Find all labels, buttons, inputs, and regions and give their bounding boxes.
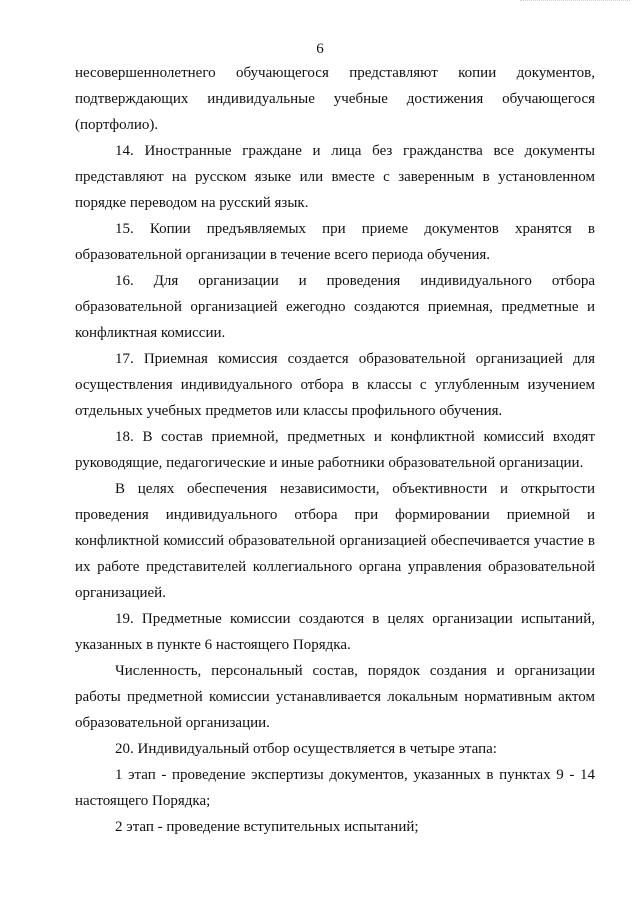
paragraph-19-composition: Численность, персональный состав, порядок создания и организации работы предметной комиссии устанавливается локальным нормативным актом образовательной организации. bbox=[75, 663, 595, 731]
document-body bbox=[75, 60, 595, 840]
scan-edge-mark bbox=[520, 0, 630, 5]
paragraph-14: 14. Иностранные граждане и лица без гражданства все документы представляют на русском языке или вместе с заверенным в установленном порядке переводом на русский язык. bbox=[75, 143, 595, 211]
page-number: 6 bbox=[316, 41, 324, 57]
paragraph-16: 16. Для организации и проведения индивидуального отбора образовательной организацией ежегодно создаются приемная, предметные и конфликтная комиссии. bbox=[75, 273, 595, 341]
paragraph-19: 19. Предметные комиссии создаются в целях организации испытаний, указанных в пункте 6 настоящего Порядка. bbox=[75, 611, 595, 653]
paragraph-17: 17. Приемная комиссия создается образовательной организацией для осуществления индивидуального отбора в классы с углубленным изучением отдельных учебных предметов или классы профильного обучения. bbox=[75, 351, 595, 419]
paragraph-20: 20. Индивидуальный отбор осуществляется в четыре этапа: bbox=[115, 741, 497, 757]
paragraph-20-stage-2: 2 этап - проведение вступительных испытаний; bbox=[115, 819, 419, 835]
paragraph-18-commissions: В целях обеспечения независимости, объективности и открытости проведения индивидуального отбора при формировании приемной и конфликтной комиссий образовательной организацией обеспечивается участие в их работе представителей коллегиального органа управления образовательной организацией. bbox=[75, 481, 595, 601]
paragraph-20-stage-1: 1 этап - проведение экспертизы документов, указанных в пунктах 9 - 14 настоящего Порядка; bbox=[75, 767, 595, 809]
paragraph-continuation: несовершеннолетнего обучающегося представляют копии документов, подтверждающих индивидуальные учебные достижения обучающегося (портфолио). bbox=[75, 65, 595, 133]
paragraph-18: 18. В состав приемной, предметных и конфликтной комиссий входят руководящие, педагогические и иные работники образовательной организации. bbox=[75, 429, 595, 471]
paragraph-15: 15. Копии предъявляемых при приеме документов хранятся в образовательной организации в течение всего периода обучения. bbox=[75, 221, 595, 263]
